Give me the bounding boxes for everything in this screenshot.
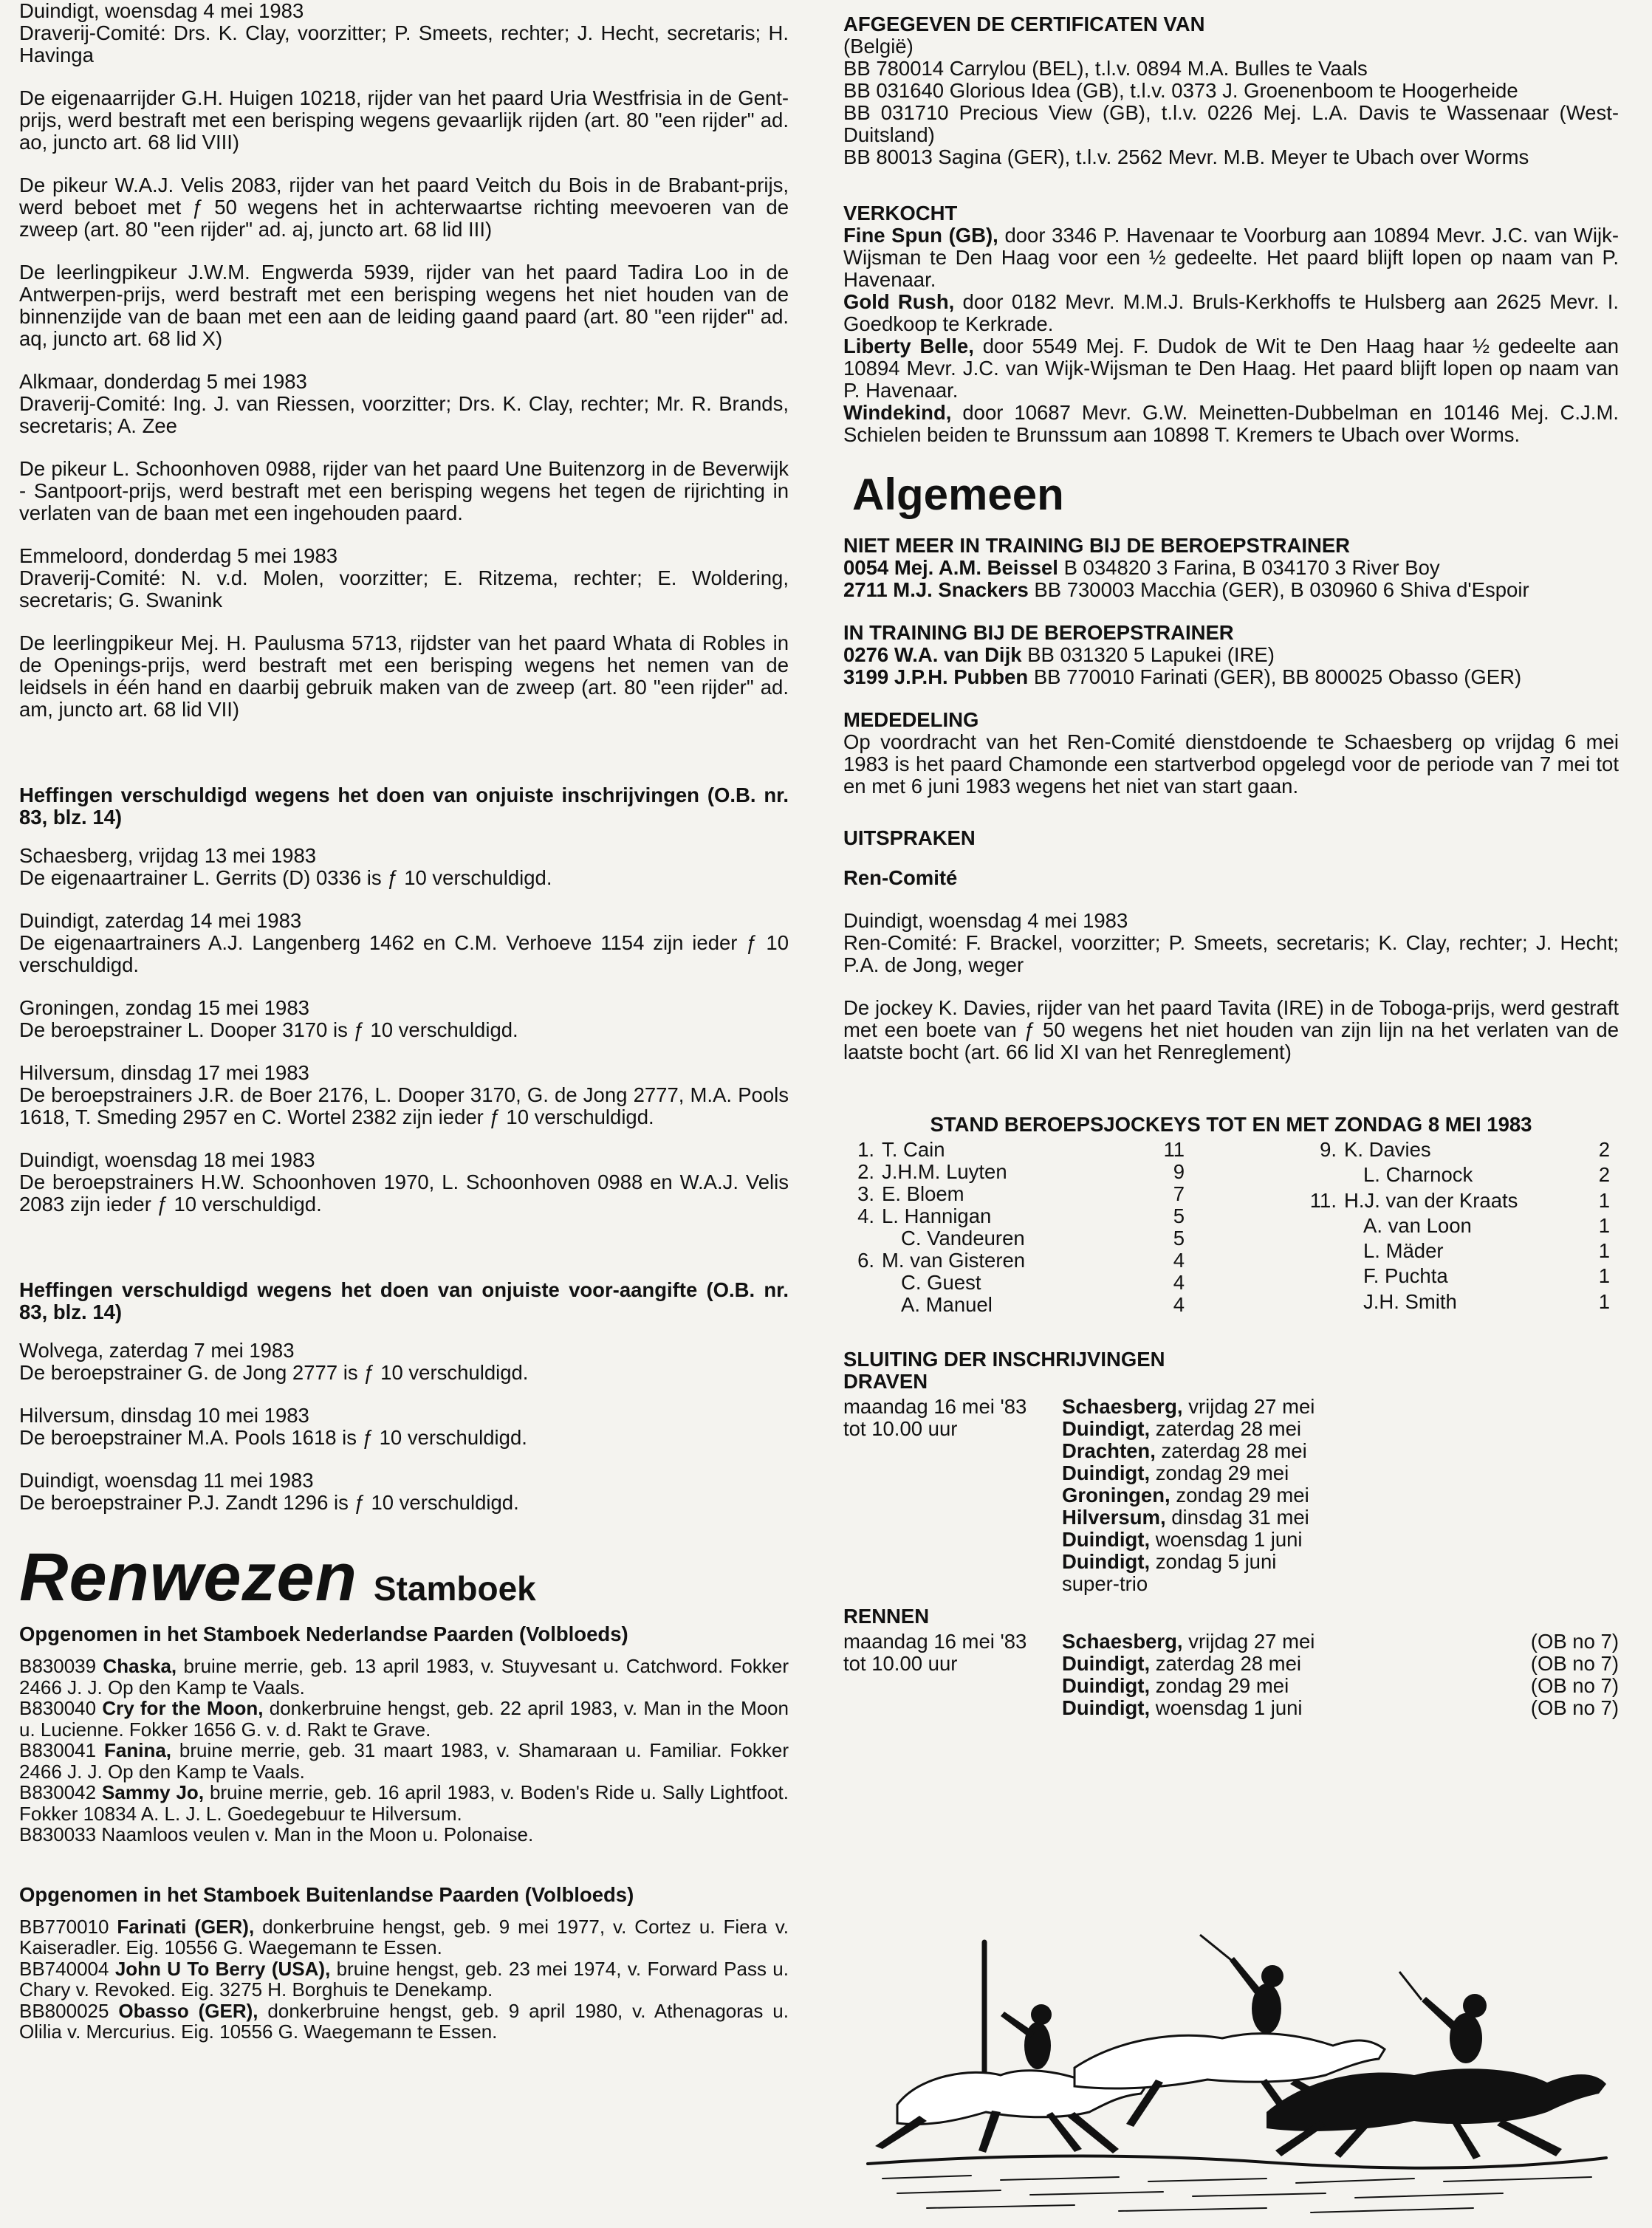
race-day: zaterdag 28 mei bbox=[1155, 1417, 1301, 1440]
list-item bbox=[19, 1916, 789, 1958]
trainer-name: 2711 M.J. Snackers bbox=[843, 578, 1029, 601]
entry-text: door 0182 Mevr. M.M.J. Bruls-Kerkhoffs te Hulsberg aan 2625 Mevr. I. Goedkoop te Kerkrade. bbox=[843, 290, 1619, 335]
mededeling-text: Op voordracht van het Ren-Comité dienstdoende te Schaesberg op vrijdag 6 mei 1983 is het paard Chamonde een startverbod opgelegd voor de periode van 7 mei tot en met 6 juni 1983 wegens het niet van start gaan. bbox=[843, 730, 1619, 798]
race-place: Duindigt, bbox=[1062, 1550, 1151, 1573]
table-row bbox=[1300, 1240, 1610, 1265]
trainer-name: 0054 Mej. A.M. Beissel bbox=[843, 556, 1058, 579]
algemeen-title: Algemeen bbox=[852, 470, 1064, 519]
race-day: vrijdag 27 mei bbox=[1188, 1630, 1315, 1653]
session-comite: Draverij-Comité: Drs. K. Clay, voorzitter; P. Smeets, rechter; J. Hecht, secretaris; H. Havinga bbox=[19, 21, 789, 66]
entry-id: BB770010 bbox=[19, 1915, 109, 1938]
wins: 2 bbox=[1598, 1138, 1610, 1161]
table-row bbox=[843, 1573, 1619, 1595]
entry-id: BB800025 bbox=[19, 1999, 109, 2022]
entry-id: BB740004 bbox=[19, 1957, 109, 1980]
jockey-name: L. Charnock bbox=[1363, 1163, 1473, 1187]
session-date: Duindigt, woensdag 4 mei 1983 bbox=[843, 909, 1128, 932]
heffingen-vooraangifte-list bbox=[19, 1340, 789, 1514]
list-item: BB 780014 Carrylou (BEL), t.l.v. 0894 M.A. Bulles te Vaals bbox=[843, 57, 1368, 80]
list-item bbox=[19, 1824, 789, 1845]
wins: 2 bbox=[1598, 1163, 1610, 1187]
rencomite-session bbox=[843, 910, 1619, 976]
list-item bbox=[19, 997, 789, 1041]
race-day: vrijdag 27 mei bbox=[1188, 1395, 1315, 1418]
list-item: BB 031710 Precious View (GB), t.l.v. 0226 Mej. L.A. Davis te Wassenaar (West-Duitsland) bbox=[843, 101, 1619, 146]
list-item bbox=[843, 557, 1619, 579]
race-place: Schaesberg, bbox=[1062, 1630, 1183, 1653]
sluiting-heading: SLUITING DER INSCHRIJVINGEN bbox=[843, 1348, 1165, 1371]
entry-id: B830042 bbox=[19, 1781, 97, 1803]
entry-text: Naamloos veulen v. Man in the Moon u. Polonaise. bbox=[101, 1823, 534, 1845]
heffingen-inschrijvingen-list bbox=[19, 845, 789, 1216]
certificaten-heading: AFGEGEVEN DE CERTIFICATEN VAN bbox=[843, 13, 1205, 35]
wins: 4 bbox=[1173, 1293, 1185, 1316]
table-row bbox=[843, 1250, 1185, 1272]
table-row bbox=[843, 1440, 1619, 1462]
entry-text: B 034820 3 Farina, B 034170 3 River Boy bbox=[1063, 556, 1440, 579]
wins: 1 bbox=[1598, 1213, 1610, 1237]
niet-meer-list bbox=[843, 557, 1619, 601]
list-item bbox=[19, 2001, 789, 2043]
race-day: zaterdag 28 mei bbox=[1155, 1652, 1301, 1675]
trainer-name: 0276 W.A. van Dijk bbox=[843, 643, 1022, 666]
draven-heading: DRAVEN bbox=[843, 1370, 928, 1393]
table-row bbox=[843, 1139, 1185, 1161]
table-row bbox=[843, 1205, 1185, 1227]
certificaten-list bbox=[843, 35, 1619, 168]
rank: 2. bbox=[857, 1160, 874, 1183]
table-row bbox=[843, 1507, 1619, 1529]
ruling-schoonhoven: De pikeur L. Schoonhoven 0988, rijder van het paard Une Buitenzorg in de Beverwijk - Santpoort-prijs, werd bestraft met een berisping wegens het tegen de rijrichting in verlaten van de baan met een ingehouden paard. bbox=[19, 457, 789, 524]
item-text: De eigenaartrainer L. Gerrits (D) 0336 is ƒ 10 verschuldigd. bbox=[19, 866, 552, 889]
entry-text: BB 730003 Macchia (GER), B 030960 6 Shiva d'Espoir bbox=[1034, 578, 1529, 601]
list-item bbox=[19, 845, 789, 889]
table-row bbox=[843, 1529, 1619, 1551]
wins: 5 bbox=[1173, 1227, 1185, 1250]
ruling-paulusma: De leerlingpikeur Mej. H. Paulusma 5713, rijdster van het paard Whata di Robles in de Openings-prijs, werd bestraft met een berisping wegens het nemen van de leidsels in één hand en daarbij gebruik maken van de zweep (art. 80 "een rijder" ad. am, juncto art. 68 lid VII) bbox=[19, 631, 789, 721]
horse-name: Fine Spun (GB), bbox=[843, 224, 998, 247]
stand-heading: STAND BEROEPSJOCKEYS TOT EN MET ZONDAG 8 MEI 1983 bbox=[930, 1113, 1532, 1136]
entry-text: BB 031320 5 Lapukei (IRE) bbox=[1027, 643, 1275, 666]
wins: 1 bbox=[1598, 1239, 1610, 1263]
wins: 5 bbox=[1173, 1204, 1185, 1227]
list-item bbox=[843, 335, 1619, 402]
jockey-name: C. Vandeuren bbox=[901, 1227, 1025, 1250]
list-item: BB 031640 Glorious Idea (GB), t.l.v. 0373 J. Groenenboom te Hoogerheide bbox=[843, 79, 1518, 102]
list-item bbox=[843, 402, 1619, 446]
horse-name: Gold Rush, bbox=[843, 290, 955, 313]
wins: 9 bbox=[1173, 1160, 1185, 1183]
race-cell bbox=[1062, 1653, 1508, 1675]
table-row bbox=[1300, 1164, 1610, 1189]
session-comite: Draverij-Comité: N. v.d. Molen, voorzitter; E. Ritzema, rechter; E. Woldering, secretaris; G. Swanink bbox=[19, 566, 789, 611]
race-place: Groningen, bbox=[1062, 1484, 1171, 1507]
ob-reference: (OB no 7) bbox=[1530, 1630, 1619, 1653]
table-row bbox=[843, 1227, 1185, 1250]
rank: 11. bbox=[1309, 1188, 1337, 1212]
session-date: Alkmaar, donderdag 5 mei 1983 bbox=[19, 370, 307, 393]
list-item bbox=[843, 644, 1619, 666]
list-item bbox=[19, 1470, 789, 1514]
trainer-name: 3199 J.P.H. Pubben bbox=[843, 665, 1029, 688]
list-item bbox=[843, 291, 1619, 335]
ruling-davies: De jockey K. Davies, rijder van het paard Tavita (IRE) in de Toboga-prijs, werd gestraft met een boete van ƒ 50 wegens het niet houden van zijn lijn na het verlaten van de laatste bocht (art. 66 lid XI van het Renreglement) bbox=[843, 996, 1619, 1063]
table-row bbox=[843, 1653, 1619, 1675]
table-row bbox=[843, 1631, 1619, 1653]
deadline-day: maandag 16 mei '83 bbox=[843, 1395, 1027, 1418]
rank bbox=[843, 1294, 882, 1316]
in-training-heading: IN TRAINING BIJ DE BEROEPSTRAINER bbox=[843, 621, 1234, 644]
entry-text: BB 770010 Farinati (GER), BB 800025 Obasso (GER) bbox=[1033, 665, 1522, 688]
jockey-name: T. Cain bbox=[882, 1138, 945, 1161]
wins: 11 bbox=[1163, 1138, 1185, 1161]
jockey-name: L. Mäder bbox=[1363, 1239, 1444, 1263]
race-place: Duindigt, bbox=[1062, 1652, 1151, 1675]
race-cell bbox=[1062, 1529, 1619, 1551]
entry-text: door 10687 Mevr. G.W. Meinetten-Dubbelman en 10146 Mej. C.J.M. Schielen beiden te Brunssum aan 10898 T. Kremers te Ubach over Worms. bbox=[843, 401, 1619, 446]
duindigt-session bbox=[19, 0, 789, 66]
item-text: De beroepstrainer P.J. Zandt 1296 is ƒ 10 verschuldigd. bbox=[19, 1491, 519, 1514]
rank bbox=[1300, 1215, 1344, 1240]
rank bbox=[1300, 1164, 1344, 1189]
rank bbox=[1300, 1265, 1344, 1290]
heffingen-inschrijvingen-heading: Heffingen verschuldigd wegens het doen van onjuiste inschrijvingen (O.B. nr. 83, blz. 14) bbox=[19, 784, 789, 829]
item-text: De beroepstrainer G. de Jong 2777 is ƒ 10 verschuldigd. bbox=[19, 1361, 529, 1384]
item-date: Schaesberg, vrijdag 13 mei 1983 bbox=[19, 844, 317, 867]
table-row bbox=[843, 1272, 1185, 1294]
horse-name: Sammy Jo, bbox=[102, 1781, 205, 1803]
list-item: BB 80013 Sagina (GER), t.l.v. 2562 Mevr. M.B. Meyer te Ubach over Worms bbox=[843, 145, 1529, 168]
jockey-name: A. van Loon bbox=[1363, 1213, 1472, 1237]
horse-name: John U To Berry (USA), bbox=[114, 1957, 331, 1980]
renwezen-heading bbox=[19, 1540, 789, 1615]
horse-name: Obasso (GER), bbox=[118, 1999, 258, 2022]
entry-text: bruine hengst, geb. 23 mei 1974, v. Forward Pass u. Chary v. Revoked. Eig. 3275 H. Borghuis te Denekamp. bbox=[19, 1957, 789, 2001]
item-date: Duindigt, woensdag 18 mei 1983 bbox=[19, 1148, 315, 1171]
stamboek-foreign-heading: Opgenomen in het Stamboek Buitenlandse Paarden (Volbloeds) bbox=[19, 1882, 634, 1906]
rennen-table bbox=[843, 1631, 1619, 1719]
race-place: Drachten, bbox=[1062, 1439, 1156, 1462]
race-day: zaterdag 28 mei bbox=[1161, 1439, 1307, 1462]
table-row bbox=[843, 1396, 1619, 1418]
race-cell bbox=[1062, 1631, 1508, 1653]
race-place: Schaesberg, bbox=[1062, 1395, 1183, 1418]
race-cell bbox=[1062, 1396, 1619, 1418]
table-row bbox=[1300, 1265, 1610, 1290]
table-row bbox=[843, 1294, 1185, 1316]
entry-text: donkerbruine hengst, geb. 9 april 1980, v. Athenagoras u. Olilia v. Mercurius. Eig. 10556 G. Waegemann te Essen. bbox=[19, 1999, 789, 2043]
table-row bbox=[843, 1697, 1619, 1719]
supertrio-note: super-trio bbox=[1062, 1572, 1148, 1595]
ruling-velis: De pikeur W.A.J. Velis 2083, rijder van het paard Veitch du Bois in de Brabant-prijs, werd beboet met ƒ 50 wegens het in achterwaartse richting meevoeren van de zweep (art. 80 "een rijder" ad. aj, juncto art. 68 lid III) bbox=[19, 174, 789, 241]
entry-text: bruine merrie, geb. 16 april 1983, v. Boden's Ride u. Sally Lightfoot. Fokker 10834 A. L. J. L. Goedegebuur te Hilversum. bbox=[19, 1781, 789, 1825]
item-date: Duindigt, zaterdag 14 mei 1983 bbox=[19, 909, 302, 932]
table-row bbox=[1300, 1215, 1610, 1240]
table-row bbox=[843, 1551, 1619, 1573]
race-day: zondag 29 mei bbox=[1176, 1484, 1309, 1507]
rank: 9. bbox=[1320, 1138, 1337, 1161]
certificaten-country: (België) bbox=[843, 35, 914, 58]
race-cell bbox=[1062, 1440, 1619, 1462]
table-row bbox=[1300, 1291, 1610, 1316]
wins: 7 bbox=[1173, 1182, 1185, 1205]
race-cell bbox=[1062, 1697, 1508, 1719]
horse-name: Liberty Belle, bbox=[843, 335, 974, 357]
item-text: De beroepstrainers J.R. de Boer 2176, L. Dooper 3170, G. de Jong 2777, M.A. Pools 1618, T. Smeding 2957 en C. Wortel 2382 zijn ieder ƒ 10 verschuldigd. bbox=[19, 1083, 789, 1128]
entry-id: B830033 bbox=[19, 1823, 97, 1845]
jockey-name: L. Hannigan bbox=[882, 1204, 992, 1227]
race-place: Duindigt, bbox=[1062, 1528, 1151, 1551]
race-place: Duindigt, bbox=[1062, 1461, 1151, 1484]
entry-text: door 3346 P. Havenaar te Voorburg aan 10894 Mevr. J.C. van Wijk-Wijsman te Den Haag voor een ½ gedeelte. Het paard blijft lopen op naam van P. Havenaar. bbox=[843, 224, 1619, 291]
mededeling-heading: MEDEDELING bbox=[843, 708, 979, 731]
wins: 1 bbox=[1598, 1264, 1610, 1288]
race-cell bbox=[1062, 1418, 1619, 1440]
list-item bbox=[19, 1340, 789, 1384]
wins: 4 bbox=[1173, 1249, 1185, 1272]
ob-reference: (OB no 7) bbox=[1530, 1696, 1619, 1719]
list-item bbox=[843, 666, 1619, 688]
race-place: Hilversum, bbox=[1062, 1506, 1166, 1529]
entry-id: B830041 bbox=[19, 1739, 97, 1761]
emmeloord-session bbox=[19, 545, 789, 611]
horse-name: Chaska, bbox=[103, 1655, 177, 1677]
table-row bbox=[843, 1161, 1185, 1183]
jockey-name: H.J. van der Kraats bbox=[1344, 1188, 1518, 1212]
rencomite-heading: Ren-Comité bbox=[843, 866, 958, 889]
race-cell bbox=[1062, 1484, 1619, 1507]
stand-left bbox=[843, 1139, 1185, 1316]
entry-text: door 5549 Mej. F. Dudok de Wit te Den Haag haar ½ gedeelte aan 10894 Mevr. J.C. van Wijk-Wijsman te Den Haag. Het paard blijft lopen op naam van P. Havenaar. bbox=[843, 335, 1620, 402]
list-item bbox=[19, 910, 789, 976]
jockey-name: M. van Gisteren bbox=[882, 1249, 1026, 1272]
list-item bbox=[843, 579, 1619, 601]
list-item bbox=[19, 1782, 789, 1824]
session-comite: Draverij-Comité: Ing. J. van Riessen, voorzitter; Drs. K. Clay, rechter; Mr. R. Brands, secretaris; A. Zee bbox=[19, 392, 789, 437]
race-day: zondag 29 mei bbox=[1155, 1674, 1289, 1697]
horse-name: Cry for the Moon, bbox=[102, 1697, 264, 1719]
jockey-name: J.H.M. Luyten bbox=[882, 1160, 1007, 1183]
race-day: zondag 29 mei bbox=[1155, 1461, 1289, 1484]
item-text: De beroepstrainer L. Dooper 3170 is ƒ 10 verschuldigd. bbox=[19, 1018, 518, 1041]
in-training-list bbox=[843, 644, 1619, 688]
list-item bbox=[19, 1405, 789, 1449]
deadline-day: maandag 16 mei '83 bbox=[843, 1630, 1027, 1653]
item-date: Hilversum, dinsdag 17 mei 1983 bbox=[19, 1061, 309, 1084]
stamboek-nl-list bbox=[19, 1656, 789, 1845]
rank: 1. bbox=[857, 1138, 874, 1161]
race-place: Duindigt, bbox=[1062, 1417, 1151, 1440]
horse-name: Windekind, bbox=[843, 401, 952, 424]
item-text: De beroepstrainer M.A. Pools 1618 is ƒ 10 verschuldigd. bbox=[19, 1426, 527, 1449]
entry-id: B830039 bbox=[19, 1655, 97, 1677]
jockey-name: E. Bloem bbox=[882, 1182, 964, 1205]
alkmaar-session bbox=[19, 371, 789, 437]
race-cell bbox=[1062, 1507, 1619, 1529]
verkocht-heading: VERKOCHT bbox=[843, 202, 958, 224]
rank bbox=[1300, 1240, 1344, 1265]
list-item bbox=[19, 1656, 789, 1698]
ob-reference: (OB no 7) bbox=[1530, 1674, 1619, 1697]
rank: 4. bbox=[857, 1204, 874, 1227]
session-date: Emmeloord, donderdag 5 mei 1983 bbox=[19, 544, 338, 567]
right-column bbox=[843, 0, 1619, 1719]
entry-id: B830040 bbox=[19, 1697, 97, 1719]
table-row bbox=[1300, 1190, 1610, 1215]
verkocht-list bbox=[843, 224, 1619, 446]
item-date: Hilversum, dinsdag 10 mei 1983 bbox=[19, 1404, 309, 1427]
table-row bbox=[843, 1462, 1619, 1484]
table-row bbox=[843, 1675, 1619, 1697]
race-place: Duindigt, bbox=[1062, 1696, 1151, 1719]
left-column bbox=[19, 0, 789, 2043]
list-item bbox=[843, 224, 1619, 291]
uitspraken-heading: UITSPRAKEN bbox=[843, 826, 976, 849]
rank bbox=[1300, 1291, 1344, 1316]
entry-text: donkerbruine hengst, geb. 22 april 1983, v. Man in the Moon u. Lucienne. Fokker 1656 G. v. d. Rakt te Grave. bbox=[19, 1697, 789, 1741]
item-date: Duindigt, woensdag 11 mei 1983 bbox=[19, 1469, 314, 1492]
race-cell bbox=[1062, 1551, 1619, 1573]
rank bbox=[843, 1227, 882, 1250]
race-cell bbox=[1062, 1675, 1508, 1697]
deadline-time: tot 10.00 uur bbox=[843, 1417, 958, 1440]
session-comite: Ren-Comité: F. Brackel, voorzitter; P. Smeets, secretaris; K. Clay, rechter; J. Hecht; P.A. de Jong, weger bbox=[843, 931, 1619, 976]
rennen-heading: RENNEN bbox=[843, 1605, 930, 1628]
item-date: Groningen, zondag 15 mei 1983 bbox=[19, 996, 309, 1019]
list-item bbox=[19, 1698, 789, 1740]
renwezen-title: Renwezen bbox=[19, 1540, 357, 1615]
race-day: dinsdag 31 mei bbox=[1171, 1506, 1309, 1529]
wins: 1 bbox=[1598, 1289, 1610, 1313]
deadline-time: tot 10.00 uur bbox=[843, 1652, 958, 1675]
race-day: woensdag 1 juni bbox=[1155, 1528, 1303, 1551]
stamboek-foreign-list bbox=[19, 1916, 789, 2043]
rank: 3. bbox=[857, 1182, 874, 1205]
list-item bbox=[19, 1149, 789, 1216]
list-item bbox=[19, 1958, 789, 2001]
horse-name: Fanina, bbox=[104, 1739, 172, 1761]
niet-meer-heading: NIET MEER IN TRAINING BIJ DE BEROEPSTRAINER bbox=[843, 534, 1351, 557]
ruling-huigen: De eigenaarrijder G.H. Huigen 10218, rijder van het paard Uria Westfrisia in de Gent-prijs, werd bestraft met een berisping wegens gevaarlijk rijden (art. 80 "een rijder" ad. ao, juncto art. 68 lid VIII) bbox=[19, 86, 789, 154]
jockey-name: K. Davies bbox=[1344, 1138, 1431, 1161]
race-cell bbox=[1062, 1462, 1619, 1484]
stamboek-subtitle: Stamboek bbox=[373, 1569, 536, 1608]
wins: 4 bbox=[1173, 1271, 1185, 1294]
horse-name: Farinati (GER), bbox=[117, 1915, 255, 1938]
entry-text: bruine merrie, geb. 13 april 1983, v. Stuyvesant u. Catchword. Fokker 2466 J. J. Op den Kamp te Vaals. bbox=[19, 1655, 789, 1699]
heffingen-vooraangifte-heading: Heffingen verschuldigd wegens het doen van onjuiste voor-aangifte (O.B. nr. 83, blz. 14) bbox=[19, 1278, 789, 1323]
table-row bbox=[843, 1484, 1619, 1507]
entry-text: donkerbruine hengst, geb. 9 mei 1977, v. Cortez u. Fiera v. Kaiseradler. Eig. 10556 G. Waegemann te Essen. bbox=[19, 1915, 789, 1958]
item-text: De beroepstrainers H.W. Schoonhoven 1970, L. Schoonhoven 0988 en W.A.J. Velis 2083 zijn ieder ƒ 10 verschuldigd. bbox=[19, 1170, 789, 1216]
draven-table bbox=[843, 1396, 1619, 1595]
ruling-engwerda: De leerlingpikeur J.W.M. Engwerda 5939, rijder van het paard Tadira Loo in de Antwerpen-prijs, werd bestraft met een berisping wegens het niet houden van de binnenzijde van de baan met een aan de leiding gaand paard (art. 80 "een rijder" ad. aq, juncto art. 68 lid X) bbox=[19, 261, 789, 350]
jockey-name: J.H. Smith bbox=[1363, 1289, 1457, 1313]
item-date: Wolvega, zaterdag 7 mei 1983 bbox=[19, 1339, 295, 1362]
stamboek-nl-heading: Opgenomen in het Stamboek Nederlandse Paarden (Volbloeds) bbox=[19, 1622, 628, 1645]
ob-reference: (OB no 7) bbox=[1530, 1652, 1619, 1675]
rank bbox=[843, 1272, 882, 1294]
jockey-name: C. Guest bbox=[901, 1271, 981, 1294]
race-place: Duindigt, bbox=[1062, 1674, 1151, 1697]
session-date: Duindigt, woensdag 4 mei 1983 bbox=[19, 0, 304, 22]
horse-race-illustration bbox=[853, 1927, 1614, 2223]
table-row bbox=[1300, 1139, 1610, 1164]
rank: 6. bbox=[857, 1249, 874, 1272]
stand-table bbox=[843, 1139, 1619, 1316]
entry-text: bruine merrie, geb. 31 maart 1983, v. Shamaraan u. Familiar. Fokker 2466 J. J. Op den Kamp te Vaals. bbox=[19, 1739, 789, 1783]
jockey-name: F. Puchta bbox=[1363, 1264, 1448, 1288]
item-text: De eigenaartrainers A.J. Langenberg 1462 en C.M. Verhoeve 1154 zijn ieder ƒ 10 verschuldigd. bbox=[19, 931, 789, 976]
race-day: woensdag 1 juni bbox=[1155, 1696, 1303, 1719]
list-item bbox=[19, 1062, 789, 1128]
table-row bbox=[843, 1418, 1619, 1440]
stand-right bbox=[1300, 1139, 1610, 1316]
jockey-name: A. Manuel bbox=[901, 1293, 993, 1316]
wins: 1 bbox=[1598, 1188, 1610, 1212]
table-row bbox=[843, 1183, 1185, 1205]
list-item bbox=[19, 1740, 789, 1782]
race-day: zondag 5 juni bbox=[1155, 1550, 1277, 1573]
